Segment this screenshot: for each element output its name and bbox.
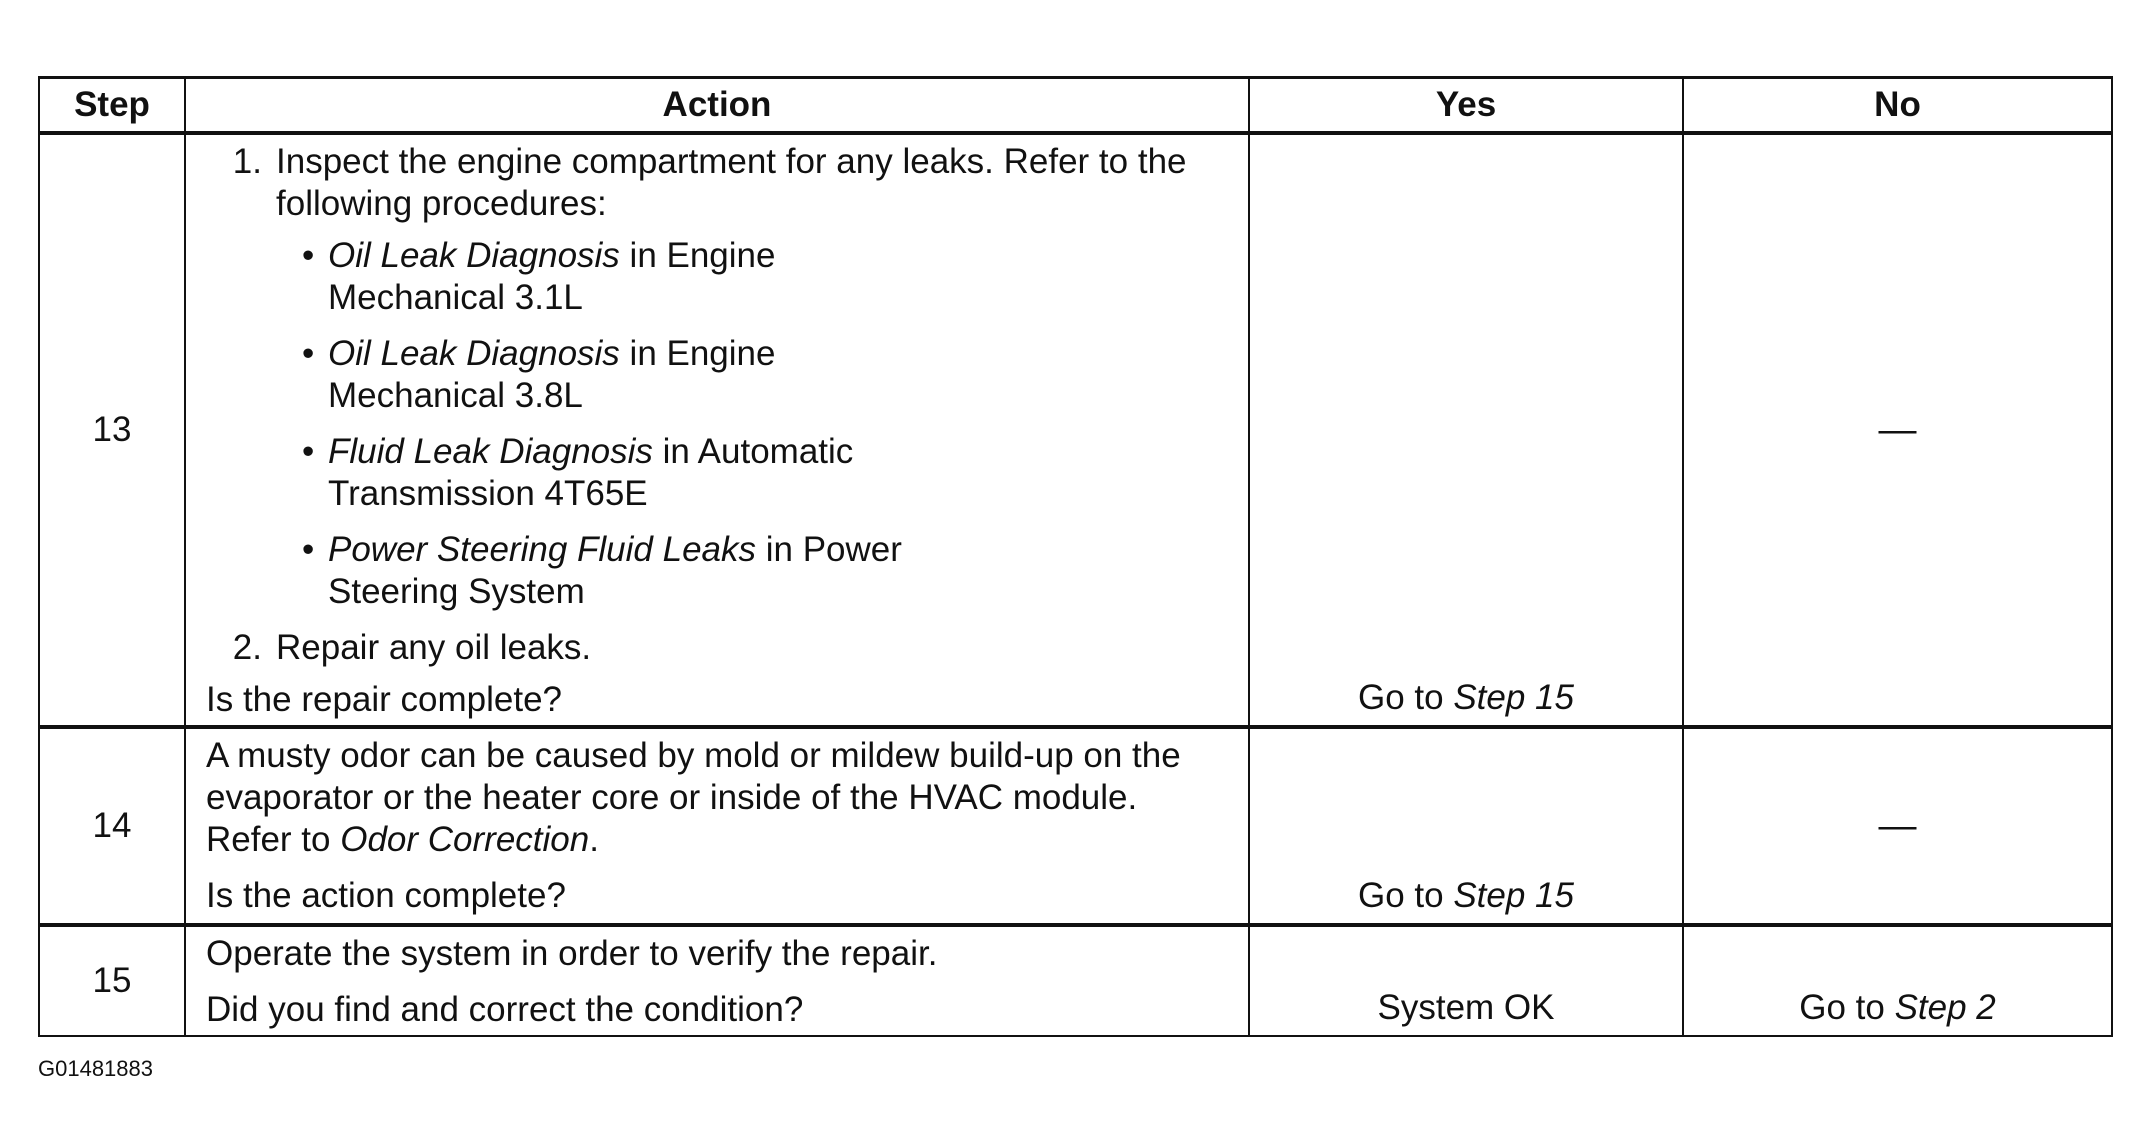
action-cell xyxy=(185,727,1249,925)
action-cell xyxy=(185,133,1249,727)
no-prefix: Go to xyxy=(1799,988,1895,1027)
table-row-step-13 xyxy=(39,133,2112,727)
procedure-location: in Engine Mechanical 3.1L xyxy=(328,236,776,317)
list-number: 1. xyxy=(232,142,262,181)
procedure-location: in Engine Mechanical 3.8L xyxy=(328,334,776,415)
yes-step-link[interactable]: Step 15 xyxy=(1453,876,1574,915)
no-step-link[interactable]: Step 2 xyxy=(1894,988,1996,1027)
question: Is the repair complete? xyxy=(206,680,563,719)
diagnostic-table xyxy=(38,76,2113,1037)
step-number: 13 xyxy=(39,133,185,727)
procedure-link[interactable]: Oil Leak Diagnosis xyxy=(328,236,620,275)
list-text: Inspect the engine compartment for any leaks. Refer to the following procedures: xyxy=(276,142,1187,223)
diagnostic-table-wrapper xyxy=(38,76,2111,1037)
no-cell: — xyxy=(1683,727,2112,925)
bullet-icon: • xyxy=(302,530,315,569)
list-item xyxy=(206,141,1228,225)
action-paragraph xyxy=(206,735,1206,861)
figure-id: G01481883 xyxy=(38,1056,153,1081)
procedure-link[interactable]: Fluid Leak Diagnosis xyxy=(328,432,653,471)
action-paragraph: Operate the system in order to verify the repair. xyxy=(206,934,938,973)
header-yes: Yes xyxy=(1249,78,1683,134)
header-no: No xyxy=(1683,78,2112,134)
list-text: Repair any oil leaks. xyxy=(276,628,592,667)
procedure-link[interactable]: Oil Leak Diagnosis xyxy=(328,334,620,373)
table-header-row xyxy=(39,78,2112,134)
yes-prefix: Go to xyxy=(1358,678,1454,717)
bullet-icon: • xyxy=(302,432,315,471)
header-step: Step xyxy=(39,78,185,134)
procedure-location: in Automatic Transmission 4T65E xyxy=(328,432,854,513)
table-row-step-14 xyxy=(39,727,2112,925)
no-cell: — xyxy=(1683,133,2112,727)
paragraph-text: A musty odor can be caused by mold or mildew build-up on the evaporator or the heater core or inside of the HVAC module. Refer to xyxy=(206,736,1181,859)
yes-cell xyxy=(1249,727,1683,925)
list-number: 2. xyxy=(232,628,262,667)
procedure-item xyxy=(206,235,1228,319)
list-item xyxy=(206,627,1228,669)
yes-step-link[interactable]: Step 15 xyxy=(1453,678,1574,717)
yes-cell xyxy=(1249,133,1683,727)
header-action: Action xyxy=(185,78,1249,134)
question: Did you find and correct the condition? xyxy=(206,990,804,1029)
odor-correction-link[interactable]: Odor Correction xyxy=(340,820,590,859)
procedure-item xyxy=(206,529,1228,613)
no-cell xyxy=(1683,925,2112,1036)
action-cell xyxy=(185,925,1249,1036)
bullet-icon: • xyxy=(302,334,315,373)
step-number: 14 xyxy=(39,727,185,925)
procedure-item xyxy=(206,431,1228,515)
yes-cell: System OK xyxy=(1249,925,1683,1036)
procedure-location: in Power Steering System xyxy=(328,530,902,611)
question: Is the action complete? xyxy=(206,876,566,915)
procedure-item xyxy=(206,333,1228,417)
procedure-link[interactable]: Power Steering Fluid Leaks xyxy=(328,530,756,569)
table-row-step-15 xyxy=(39,925,2112,1036)
paragraph-end: . xyxy=(589,820,599,859)
step-number: 15 xyxy=(39,925,185,1036)
bullet-icon: • xyxy=(302,236,315,275)
procedure-list xyxy=(206,235,1228,613)
yes-prefix: Go to xyxy=(1358,876,1454,915)
